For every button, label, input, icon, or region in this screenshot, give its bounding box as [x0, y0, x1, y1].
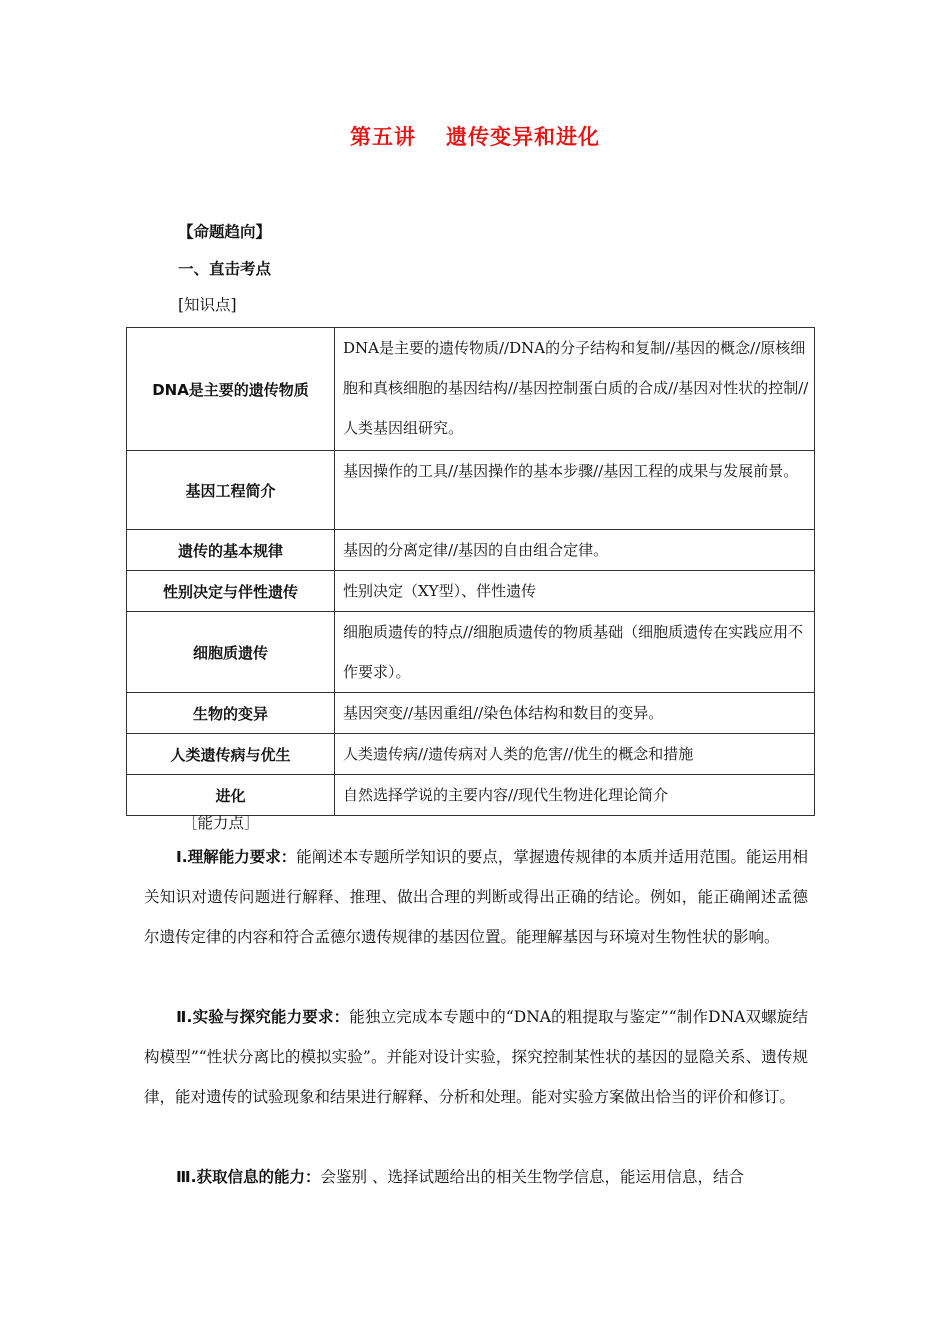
ability-paragraph [144, 837, 808, 957]
table-row [127, 734, 815, 775]
ability-text: 能阐述本专题所学知识的要点，掌握遗传规律的本质并适用范围。能运用相关知识对遗传问题进行解释、推理、做出合理的判断或得出正确的结论。例如，能正确阐述孟德尔遗传定律的内容和符合孟德尔遗传规律的基因位置。能理解基因与环境对生物性状的影响。 [144, 848, 808, 946]
table-topic-cell: 生物的变异 [127, 693, 335, 734]
table-topic-cell: 性别决定与伴性遗传 [127, 571, 335, 612]
knowledge-label: [知识点] [178, 296, 237, 314]
ability-text: 会鉴别 、选择试题给出的相关生物学信息，能运用信息，结合 [320, 1168, 744, 1186]
table-row [127, 571, 815, 612]
ability-lead: Ⅱ.实验与探究能力要求： [176, 1008, 350, 1026]
ability-label: ［能力点］ [182, 814, 260, 832]
table-row [127, 530, 815, 571]
table-content-cell: 基因操作的工具//基因操作的基本步骤//基因工程的成果与发展前景。 [335, 451, 815, 530]
table-content-cell: 人类遗传病//遗传病对人类的危害//优生的概念和措施 [335, 734, 815, 775]
ability-text: 能独立完成本专题中的“DNA的粗提取与鉴定”“制作DNA双螺旋结构模型”“性状分离比的模拟实验”。并能对设计实验，探究控制某性状的基因的显隐关系、遗传规律，能对遗传的试验现象和结果进行解释、分析和处理。能对实验方案做出恰当的评价和修订。 [144, 1008, 808, 1106]
table-topic-cell: 基因工程简介 [127, 451, 335, 530]
ability-lead: Ⅰ.理解能力要求： [176, 848, 297, 866]
table-row [127, 775, 815, 816]
table-content-cell: 性别决定（XY型）、伴性遗传 [335, 571, 815, 612]
table-row [127, 451, 815, 530]
knowledge-table [126, 327, 815, 816]
table-content-cell: 基因突变//基因重组//染色体结构和数目的变异。 [335, 693, 815, 734]
table-content-cell: 基因的分离定律//基因的自由组合定律。 [335, 530, 815, 571]
table-topic-cell: 进化 [127, 775, 335, 816]
ability-paragraph [144, 997, 808, 1117]
ability-paragraph [144, 1157, 808, 1197]
table-row [127, 693, 815, 734]
table-row [127, 328, 815, 451]
table-topic-cell: 人类遗传病与优生 [127, 734, 335, 775]
ability-lead: Ⅲ.获取信息的能力： [176, 1168, 321, 1186]
table-content-cell: DNA是主要的遗传物质//DNA的分子结构和复制//基因的概念//原核细胞和真核细胞的基因结构//基因控制蛋白质的合成//基因对性状的控制//人类基因组研究。 [335, 328, 815, 451]
title-topic: 遗传变异和进化 [446, 125, 600, 149]
table-topic-cell: DNA是主要的遗传物质 [127, 328, 335, 451]
page-title [0, 121, 950, 151]
section-heading: 【命题趋向】 [178, 223, 272, 241]
table-row [127, 612, 815, 693]
table-content-cell: 细胞质遗传的特点//细胞质遗传的物质基础（细胞质遗传在实践应用不作要求）。 [335, 612, 815, 693]
subsection-heading: 一、直击考点 [178, 260, 272, 278]
table-topic-cell: 细胞质遗传 [127, 612, 335, 693]
table-content-cell: 自然选择学说的主要内容//现代生物进化理论简介 [335, 775, 815, 816]
title-lecture-number: 第五讲 [350, 125, 416, 149]
table-topic-cell: 遗传的基本规律 [127, 530, 335, 571]
